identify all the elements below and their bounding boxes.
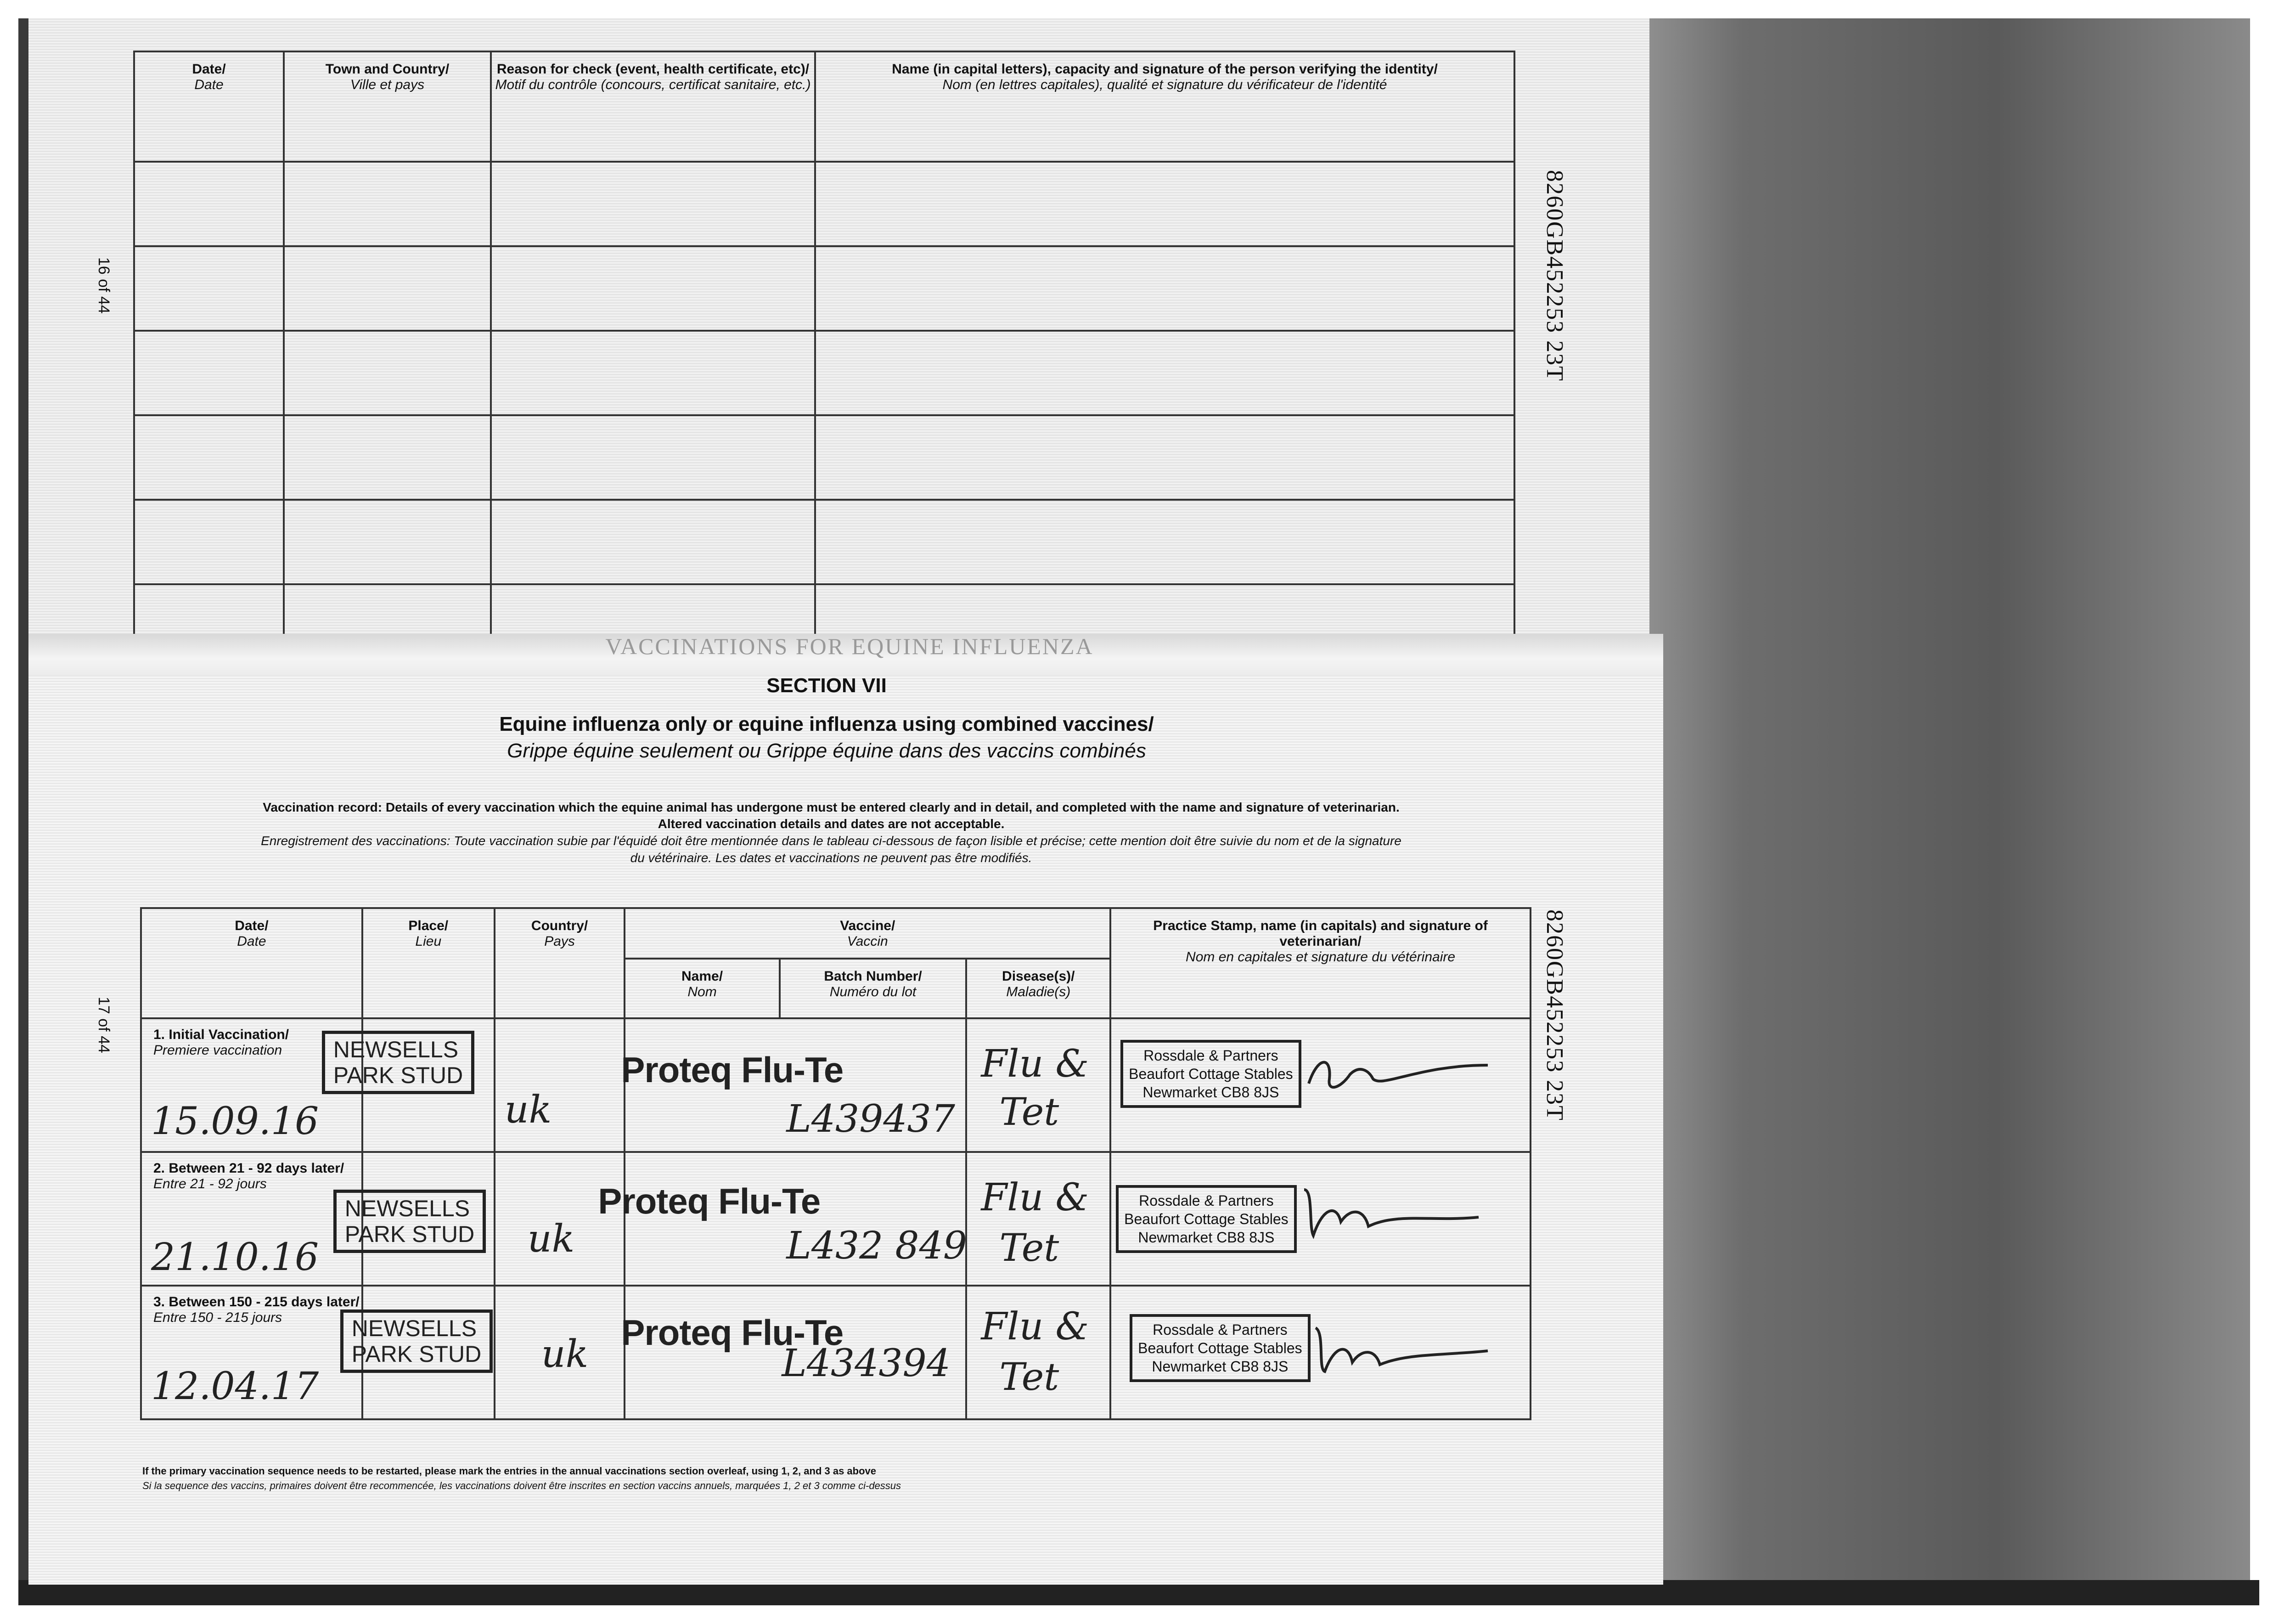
vaccine-batch-cell [621,1286,966,1419]
vaccine-batch-cell [621,1018,966,1152]
handwritten-date: 15.09.16 [151,1100,319,1143]
instructions-line-2: Altered vaccination details and dates are not acceptable. [658,817,1005,831]
table-row [134,162,1514,246]
date-cell: 3. Between 150 - 215 days later/ Entre 150 - 215 jours 12.04.17 [141,1286,362,1419]
footnote-english: If the primary vaccination sequence needs to be restarted, please mark the entries in the annual vaccinations section overleaf, using 1, 2, and 3 as above [142,1465,877,1477]
handwritten-batch: L439437 [786,1097,955,1141]
place-stamp: NEWSELLS PARK STUD [322,1031,474,1094]
handwritten-country: uk [541,1332,589,1376]
instructions-line-3: Enregistrement des vaccinations: Toute vaccination subie par l'équidé doit être mentionnée dans le tableau ci-dessous de façon lisible et précise; cette mention doit être suivie du nom et de la signature [261,834,1401,848]
col-place: Place/ Lieu [362,908,495,1018]
subtitle-french: Grippe équine seulement ou Grippe équine dans des vaccins combinés [507,739,1146,762]
vaccination-table [140,907,1531,1420]
col-verifier: Name (in capital letters), capacity and signature of the person verifying the identity/ Nom (en lettres capitales), qualité et signature du vérificateur de l'identité [815,51,1514,162]
table-row [134,415,1514,500]
practice-cell [1110,1286,1531,1419]
passport-serial-upper: 8260GB452253 23T [1542,170,1568,382]
place-cell [344,1152,495,1286]
subtitle-english: Equine influenza only or equine influenza using combined vaccines/ [499,713,1154,735]
veterinarian-signature [1309,1319,1492,1378]
disease-cell [966,1286,1110,1419]
disease-cell [966,1018,1110,1152]
col-country: Country/ Pays [495,908,625,1018]
vaccine-name: Proteq Flu-Te [621,1312,844,1353]
col-practice: Practice Stamp, name (in capitals) and signature of veterinarian/ Nom en capitales et signature du vétérinaire [1110,908,1531,1018]
handwritten-disease: Flu & [981,1042,1089,1086]
place-cell [333,1018,495,1152]
page-number-lower: 17 of 44 [95,997,113,1053]
faded-heading: VACCINATIONS FOR EQUINE INFLUENZA [605,633,1094,659]
col-batch: Batch Number/ Numéro du lot [780,959,967,1018]
handwritten-country: uk [527,1217,575,1261]
table-row [141,1152,1531,1286]
col-reason: Reason for check (event, health certificate, etc)/ Motif du contrôle (concours, certificat sanitaire, etc.) [491,51,815,162]
country-cell [495,1286,625,1419]
practice-cell [1110,1152,1531,1286]
scanner-edge-shadow [18,18,28,1589]
passport-serial-lower: 8260GB452253 23T [1542,909,1568,1121]
place-cell [351,1286,495,1419]
col-date: Date/ Date [134,51,284,162]
footnote-french: Si la sequence des vaccins, primaires doivent être recommencée, les vaccinations doivent être inscrites en section vaccins annuels, marquées 1, 2 et 3 comme ci-dessus [142,1480,901,1491]
col-date: Date/ Date [141,908,362,1018]
identity-check-table [133,51,1515,670]
page-number-upper: 16 of 44 [95,257,113,314]
handwritten-batch: L434394 [782,1342,951,1385]
place-stamp: NEWSELLS PARK STUD [333,1190,486,1253]
practice-stamp: Rossdale & Partners Beaufort Cottage Stables Newmarket CB8 8JS [1120,1040,1301,1108]
vaccine-name: Proteq Flu-Te [598,1181,821,1221]
instructions-line-4: du vétérinaire. Les dates et vaccinations ne peuvent pas être modifiés. [630,851,1032,865]
handwritten-country: uk [504,1088,552,1132]
disease-cell [966,1152,1110,1286]
practice-stamp: Rossdale & Partners Beaufort Cottage Stables Newmarket CB8 8JS [1130,1314,1311,1382]
scanner-background [1616,18,2250,1598]
practice-stamp: Rossdale & Partners Beaufort Cottage Stables Newmarket CB8 8JS [1116,1185,1297,1253]
section-title: SECTION VII [766,674,887,697]
table-row [141,1018,1531,1152]
handwritten-disease-2: Tet [999,1090,1059,1134]
country-cell [495,1018,625,1152]
date-cell: 1. Initial Vaccination/ Premiere vaccination 15.09.16 [141,1018,362,1152]
vaccine-batch-cell [598,1152,967,1286]
handwritten-date: 12.04.17 [151,1365,319,1408]
place-stamp: NEWSELLS PARK STUD [340,1310,493,1373]
handwritten-date: 21.10.16 [151,1236,319,1279]
table-row [134,246,1514,331]
col-town-country: Town and Country/ Ville et pays [284,51,491,162]
veterinarian-signature [1295,1180,1488,1245]
handwritten-disease-2: Tet [999,1355,1059,1399]
table-row [134,331,1514,415]
practice-cell [1110,1018,1531,1152]
table-row [134,500,1514,584]
instructions-line-1: Vaccination record: Details of every vaccination which the equine animal has undergone must be entered clearly and in detail, and completed with the name and signature of veterinarian. [263,800,1400,814]
handwritten-disease: Flu & [981,1305,1089,1349]
col-vaccine: Vaccine/ Vaccin [625,908,1110,959]
date-cell: 2. Between 21 - 92 days later/ Entre 21 - 92 jours 21.10.16 [141,1152,362,1286]
handwritten-batch: L432 849 [786,1224,967,1268]
handwritten-disease-2: Tet [999,1226,1059,1270]
table-row [141,1286,1531,1419]
col-disease: Disease(s)/ Maladie(s) [966,959,1110,1018]
vaccine-name: Proteq Flu-Te [621,1050,844,1090]
veterinarian-signature [1304,1047,1497,1102]
col-vaccine-name: Name/ Nom [625,959,779,1018]
handwritten-disease: Flu & [981,1176,1089,1219]
